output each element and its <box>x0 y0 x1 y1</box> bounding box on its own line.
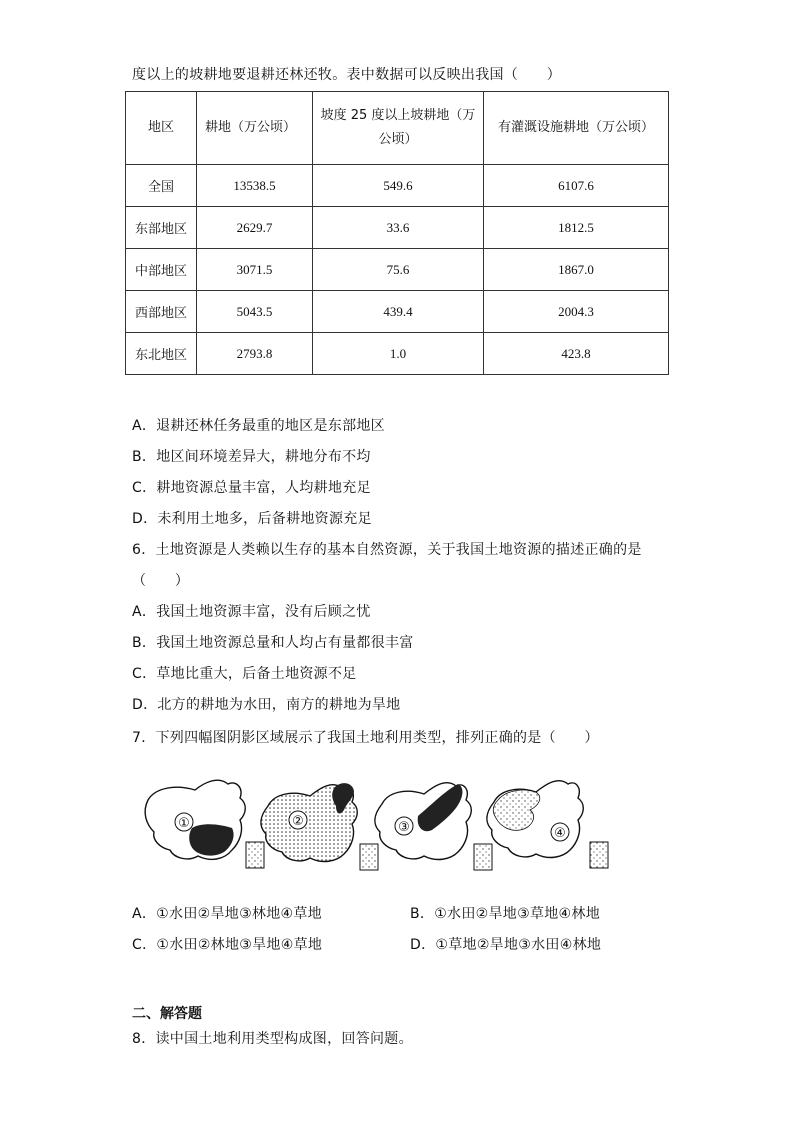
china-land-use-maps <box>140 770 620 886</box>
map-3 <box>375 783 492 870</box>
south-sea-inset-4 <box>590 842 608 868</box>
question-8-stem: 8．读中国土地利用类型构成图，回答问题。 <box>132 1031 413 1047</box>
q7-option-d[interactable]: D．①草地②旱地③水田④林地 <box>410 937 602 953</box>
section-2-title: 二、解答题 <box>132 1006 202 1022</box>
cell-farmland: 3071.5 <box>197 249 313 291</box>
q6-option-d[interactable]: D．北方的耕地为水田，南方的耕地为旱地 <box>132 697 401 713</box>
cell-irrigated: 6107.6 <box>484 165 669 207</box>
map-2 <box>261 783 378 870</box>
cell-slope: 549.6 <box>313 165 484 207</box>
header-slope-line1: 坡度 25 度以上坡耕地（万 <box>320 108 476 123</box>
question-5-stem-tail: 度以上的坡耕地要退耕还林还牧。表中数据可以反映出我国（ ） <box>132 67 561 83</box>
map-4 <box>487 781 608 868</box>
south-sea-inset-1 <box>246 842 264 868</box>
cell-region: 西部地区 <box>126 291 197 333</box>
cell-irrigated: 1867.0 <box>484 249 669 291</box>
cell-slope: 439.4 <box>313 291 484 333</box>
table-header-row <box>126 92 669 165</box>
south-sea-inset-2 <box>360 844 378 870</box>
land-data-table <box>125 91 669 375</box>
map-label-4: ④ <box>554 826 566 841</box>
header-farmland: 耕地（万公顷） <box>197 92 313 165</box>
cell-slope: 75.6 <box>313 249 484 291</box>
cell-irrigated: 1812.5 <box>484 207 669 249</box>
q5-option-c[interactable]: C．耕地资源总量丰富，人均耕地充足 <box>132 480 371 496</box>
cell-irrigated: 2004.3 <box>484 291 669 333</box>
table-row <box>126 249 669 291</box>
header-irrigated: 有灌溉设施耕地（万公顷） <box>484 92 669 165</box>
table-row <box>126 165 669 207</box>
cell-farmland: 2793.8 <box>197 333 313 375</box>
map-label-2: ② <box>292 814 304 829</box>
cell-slope: 33.6 <box>313 207 484 249</box>
cell-farmland: 2629.7 <box>197 207 313 249</box>
south-sea-inset-3 <box>474 844 492 870</box>
map-label-1: ① <box>178 816 190 831</box>
question-7-stem: 7．下列四幅图阴影区域展示了我国土地利用类型，排列正确的是（ ） <box>132 730 599 746</box>
cell-irrigated: 423.8 <box>484 333 669 375</box>
cell-farmland: 5043.5 <box>197 291 313 333</box>
q7-option-c[interactable]: C．①水田②林地③旱地④草地 <box>132 937 323 953</box>
q7-option-b[interactable]: B．①水田②旱地③草地④林地 <box>410 906 601 922</box>
question-6-paren: （ ） <box>132 573 190 589</box>
cell-region: 中部地区 <box>126 249 197 291</box>
q6-option-b[interactable]: B．我国土地资源总量和人均占有量都很丰富 <box>132 635 414 651</box>
q5-option-d[interactable]: D．未利用土地多，后备耕地资源充足 <box>132 511 372 527</box>
q5-option-b[interactable]: B．地区间环境差异大，耕地分布不均 <box>132 449 371 465</box>
header-region: 地区 <box>126 92 197 165</box>
cell-slope: 1.0 <box>313 333 484 375</box>
table-row <box>126 333 669 375</box>
cell-region: 东部地区 <box>126 207 197 249</box>
map-label-3: ③ <box>398 820 410 835</box>
header-slope-line2: 公顷） <box>378 132 418 147</box>
q6-option-c[interactable]: C．草地比重大，后备土地资源不足 <box>132 666 357 682</box>
q7-option-a[interactable]: A．①水田②旱地③林地④草地 <box>132 906 322 922</box>
cell-region: 东北地区 <box>126 333 197 375</box>
cell-region: 全国 <box>126 165 197 207</box>
q5-option-a[interactable]: A．退耕还林任务最重的地区是东部地区 <box>132 418 385 434</box>
question-6-stem: 6．土地资源是人类赖以生存的基本自然资源，关于我国土地资源的描述正确的是 <box>132 542 642 558</box>
table-row <box>126 291 669 333</box>
table-row <box>126 207 669 249</box>
q6-option-a[interactable]: A．我国土地资源丰富，没有后顾之忧 <box>132 604 371 620</box>
cell-farmland: 13538.5 <box>197 165 313 207</box>
map-1 <box>145 780 264 868</box>
header-slope-farmland <box>313 92 484 165</box>
